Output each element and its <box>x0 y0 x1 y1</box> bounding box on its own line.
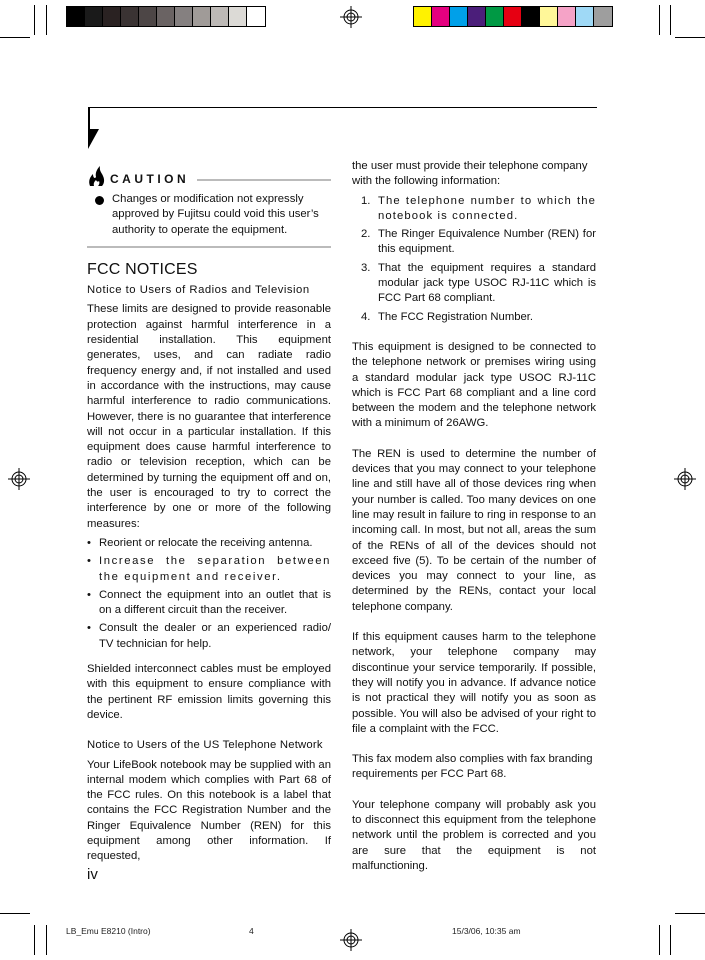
list-item <box>352 227 596 258</box>
shielded-paragraph: Shielded interconnect cables must be employed with this equipment to ensure compliance with the pertinent RF emission limits governing this device. <box>87 663 331 721</box>
footer-date: 15/3/06, 10:35 am <box>452 926 521 936</box>
paragraph: If this equipment causes harm to the telephone network, your telephone company may discontinue your service temporarily. If possible, they will notify you in advance. If advance notice is not practical they will notify you as soon as possible. You will also be advised of your right to file a complaint with the FCC. <box>352 631 596 735</box>
crop-mark <box>675 913 705 914</box>
list-number: 3. <box>361 261 371 274</box>
header-tab-icon <box>88 107 100 149</box>
list-number: 1. <box>361 194 371 207</box>
crop-mark <box>34 925 35 955</box>
gray-swatch <box>211 7 229 26</box>
crop-mark <box>46 925 47 955</box>
crop-mark <box>0 37 30 38</box>
crop-mark <box>0 913 30 914</box>
caution-item <box>87 192 331 238</box>
paragraph: This fax modem also complies with fax branding requirements per FCC Part 68. <box>352 753 593 781</box>
gray-swatch <box>139 7 157 26</box>
gray-swatch <box>85 7 103 26</box>
section-divider <box>87 246 331 248</box>
list-item <box>352 194 596 225</box>
list-text: The Ringer Equivalence Number (REN) for this equipment. <box>378 228 596 256</box>
crop-mark <box>46 5 47 35</box>
gray-swatch <box>103 7 121 26</box>
registration-mark-icon <box>340 6 362 28</box>
registration-mark-icon <box>674 468 696 490</box>
list-text: The telephone number to which the notebook is connected. <box>378 194 596 222</box>
crop-mark <box>659 925 660 955</box>
color-bar <box>413 6 613 27</box>
list-item <box>352 310 596 325</box>
info-list <box>352 194 596 325</box>
paragraph: The REN is used to determine the number of devices that you may connect to your telephone line and still have all of those devices ring when your number is called. Too many devices on one line may result in failure to ring in response to an incoming call. In most, but not all, areas the sum of the RENs of all of the devices should not exceed five (5). To be certain of the number of devices you may connect to your line, as determined by the RENs, contact your local telephone company. <box>352 447 596 613</box>
page-number: iv <box>87 866 98 883</box>
paragraph: Your telephone company will probably ask you to disconnect this equipment from the telephone network until the problem is corrected and you are sure that the equipment is not malfunctioning. <box>352 798 596 872</box>
color-swatch <box>594 7 612 26</box>
telephone-heading: Notice to Users of the US Telephone Network <box>87 739 323 752</box>
list-item <box>352 261 596 307</box>
crop-mark <box>670 925 671 955</box>
caution-label: CAUTION <box>110 172 190 186</box>
color-swatch <box>414 7 432 26</box>
gray-swatch <box>67 7 85 26</box>
list-item: • Reorient or relocate the receiving antenna. <box>87 536 331 551</box>
caution-rule <box>197 179 331 181</box>
color-swatch <box>450 7 468 26</box>
registration-mark-icon <box>8 468 30 490</box>
list-text: That the equipment requires a standard modular jack type USOC RJ-11C which is FCC Part 68 compliant. <box>378 261 596 305</box>
gray-swatch <box>193 7 211 26</box>
list-item: • Connect the equipment into an outlet that is on a different circuit than the receiver. <box>87 588 331 619</box>
crop-mark <box>34 5 35 35</box>
caution-text: Changes or modification not expressly approved by Fujitsu could void this user’s authority to operate the equipment. <box>112 193 319 236</box>
radio-paragraph: These limits are designed to provide reasonable protection against harmful interference in a residential installation. This equipment generates, uses, and can radiate radio frequency energy and, if not installed and used in accordance with the instructions, may cause harmful interference to radio communications. However, there is no guarantee that interference will not occur in a particular installation. If this equipment does cause harmful interference to radio or television reception, which can be determined by turning the equipment off and on, the user is encouraged to try to correct the interference by one or more of the following measures: <box>87 303 331 530</box>
radio-heading: Notice to Users of Radios and Television <box>87 284 310 297</box>
color-swatch <box>486 7 504 26</box>
list-number: 2. <box>361 228 371 241</box>
footer-page: 4 <box>249 926 254 936</box>
color-swatch <box>432 7 450 26</box>
crop-mark <box>659 5 660 35</box>
color-swatch <box>540 7 558 26</box>
gray-swatch <box>157 7 175 26</box>
caution-box <box>87 168 331 190</box>
color-swatch <box>468 7 486 26</box>
gray-swatch <box>121 7 139 26</box>
telephone-paragraph: Your LifeBook notebook may be supplied with an internal modem which complies with Part 68 of the FCC rules. On this notebook is a label that contains the FCC Registration Number and the Ringer Equivalence Number (REN) for this equipment among other information. If requested, <box>87 758 331 863</box>
color-swatch <box>504 7 522 26</box>
registration-mark-icon <box>340 929 362 951</box>
right-column <box>352 159 596 889</box>
list-number: 4. <box>361 310 371 323</box>
list-item: • Increase the separation between the equipment and receiver. <box>87 554 331 585</box>
fcc-title: FCC NOTICES <box>87 260 198 278</box>
color-swatch <box>576 7 594 26</box>
footer-file: LB_Emu E8210 (Intro) <box>66 926 151 936</box>
paragraph: This equipment is designed to be connected to the telephone network or premises wiring using a standard modular jack type USOC RJ-11C which is FCC Part 68 compliant and a line cord between the modem and the telephone network with a minimum of 26AWG. <box>352 340 596 430</box>
gray-swatch <box>175 7 193 26</box>
measures-list <box>87 536 331 652</box>
list-text: The FCC Registration Number. <box>378 310 534 323</box>
color-swatch <box>558 7 576 26</box>
color-swatch <box>522 7 540 26</box>
gray-swatch <box>229 7 247 26</box>
crop-mark <box>670 5 671 35</box>
grayscale-bar <box>66 6 266 27</box>
gray-swatch <box>247 7 265 26</box>
list-item: • Consult the dealer or an experienced radio/ TV technician for help. <box>87 621 331 652</box>
bullet-dot-icon <box>95 196 104 205</box>
flame-warning-icon <box>87 165 107 187</box>
crop-mark <box>675 37 705 38</box>
continued-paragraph: the user must provide their telephone company with the following information: <box>352 160 588 188</box>
header-rule <box>89 107 597 108</box>
left-column <box>87 168 331 880</box>
